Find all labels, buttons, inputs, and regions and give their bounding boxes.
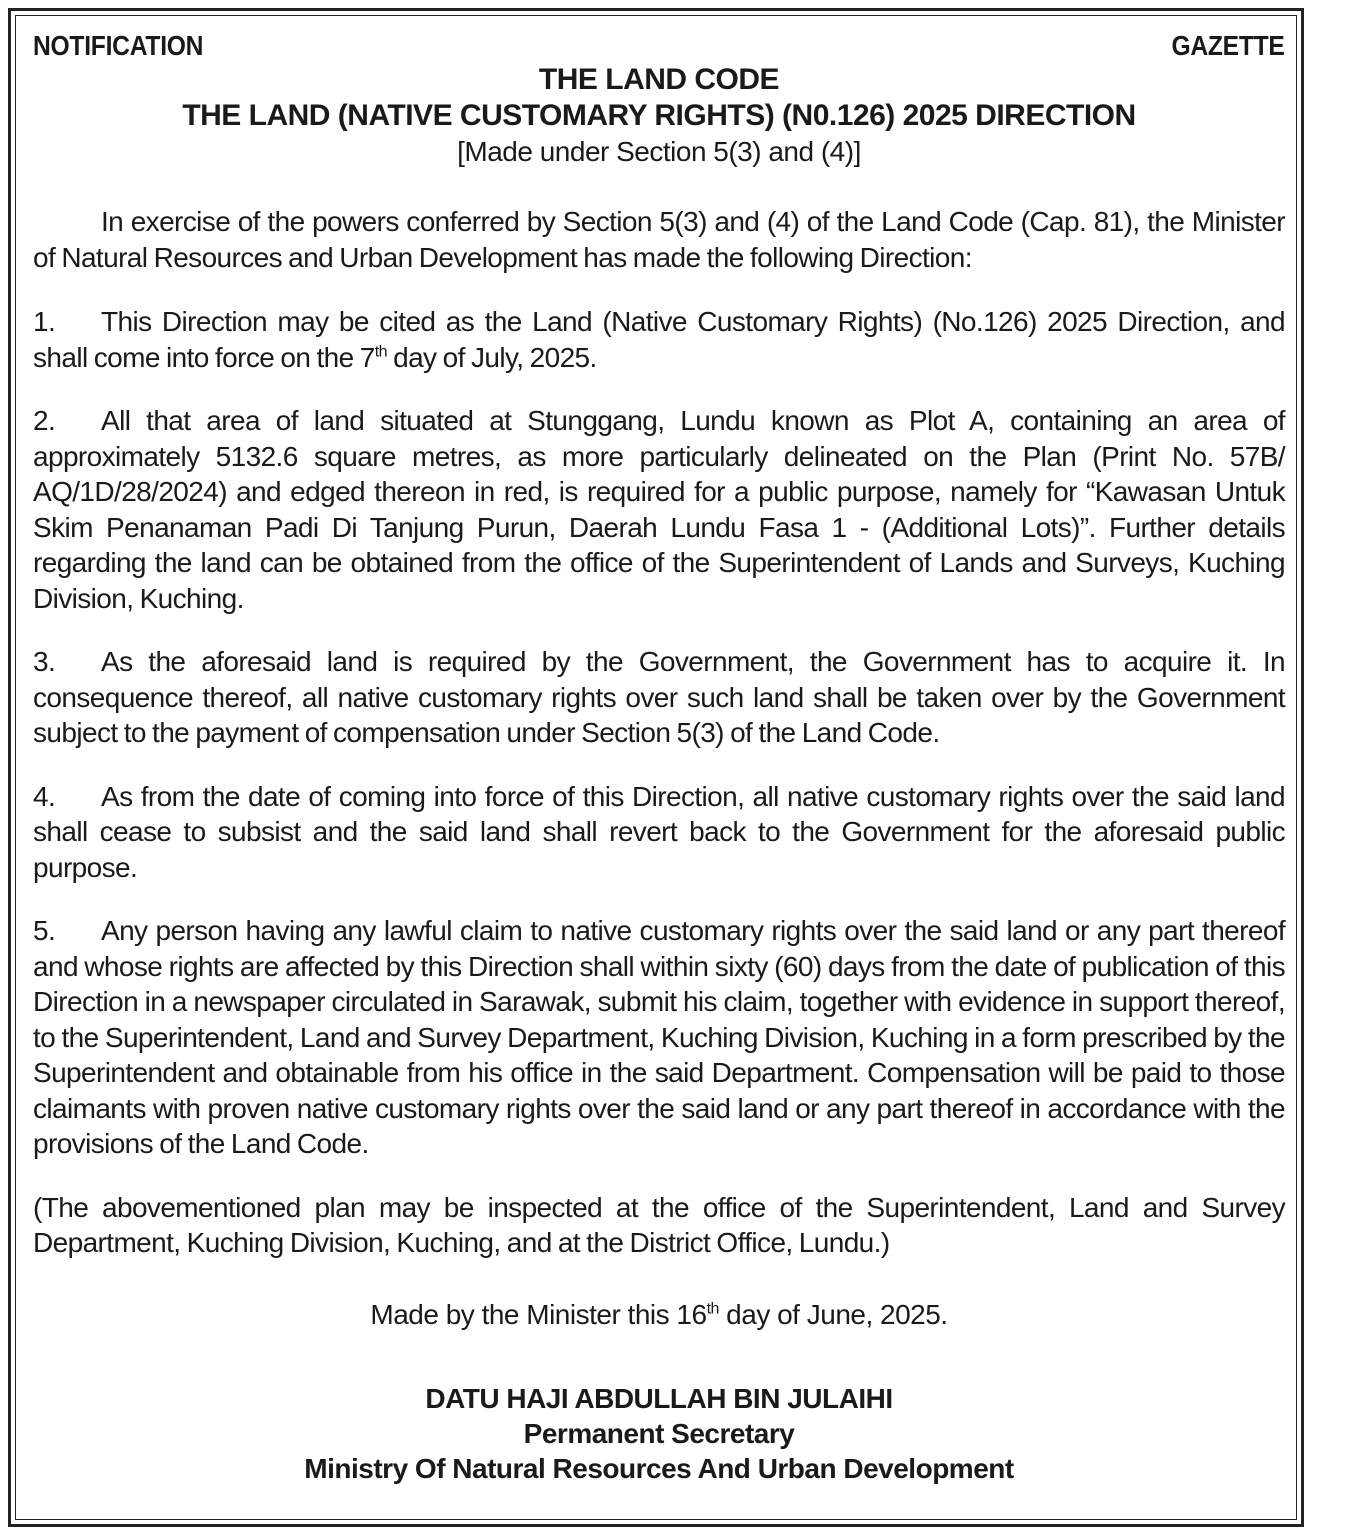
made-under-line: [Made under Section 5(3) and (4)]: [457, 136, 861, 167]
made-by-line: [33, 1297, 1285, 1333]
paragraph-number: 5.: [33, 915, 56, 946]
notice-content: [33, 28, 1285, 1486]
paragraph-text: As from the date of coming into force of this Direction, all native customary rights over the said land shall cease to subsist and the said land shall revert back to the Government for the aforesaid public purpose.: [33, 780, 1285, 883]
paragraph-text: This Direction may be cited as the Land (Native Customary Rights) (No.126) 2025 Direction, and shall come into force on the 7: [33, 306, 1285, 373]
signatory-position: Permanent Secretary: [523, 1417, 795, 1449]
paragraph-2: [33, 403, 1285, 616]
paragraph-text-end: day of July, 2025.: [386, 341, 597, 373]
preamble: In exercise of the powers conferred by Section 5(3) and (4) of the Land Code (Cap. 81), the Minister of Natural Resources and Urban Development has made the following Direction:: [33, 206, 1285, 273]
paragraph-5: [33, 913, 1285, 1162]
notification-label: NOTIFICATION: [33, 30, 204, 61]
made-by-text-end: day of June, 2025.: [718, 1298, 948, 1330]
paragraph-text: As the aforesaid land is required by the Government, the Government has to acquire it. In consequence thereof, all native customary rights over such land shall be taken over by the Government subject to the payment of compensation under Section 5(3) of the Land Code.: [33, 646, 1285, 748]
document-subtitle: THE LAND (NATIVE CUSTOMARY RIGHTS) (N0.126) 2025 DIRECTION: [182, 99, 1136, 132]
paragraph-number: 3.: [33, 646, 56, 677]
top-labels: [33, 28, 1285, 64]
paragraph-number: 2.: [33, 405, 56, 436]
paragraph-text: All that area of land situated at Stunggang, Lundu known as Plot A, containing an area of approximately 5132.6 square metres, as more particularly delineated on the Plan (Print No. 57B/ AQ/1D/28/2024) and edged thereon in red, is required for a public purpose, namely for “Kawasan Untuk Skim Penanaman Padi Di Tanjung Purun, Daerah Lundu Fasa 1 - (Additional Lots)”. Further details regarding the land can be obtained from the office of the Superintendent of Lands and Surveys, Kuching Division, Kuching.: [33, 405, 1285, 614]
paragraph-3: [33, 644, 1285, 751]
made-by-text: Made by the Minister this 16: [370, 1298, 707, 1330]
signatory-name: DATU HAJI ABDULLAH BIN JULAIHI: [425, 1382, 893, 1414]
paragraph-number: 4.: [33, 780, 56, 812]
paragraph-1: [33, 304, 1285, 375]
paragraph-4: [33, 779, 1285, 886]
inspection-note: (The abovementioned plan may be inspected at the office of the Superintendent, Land and Survey Department, Kuching Division, Kuching, and at the District Office, Lundu.): [33, 1191, 1285, 1258]
ordinal-suffix: th: [706, 1300, 719, 1318]
gazette-label: GAZETTE: [1171, 30, 1285, 61]
document-title: THE LAND CODE: [538, 63, 780, 96]
paragraph-number: 1.: [33, 306, 56, 337]
signatory-ministry: Ministry Of Natural Resources And Urban Development: [304, 1452, 1014, 1484]
paragraph-text: Any person having any lawful claim to native customary rights over the said land or any part thereof and whose rights are affected by this Direction shall within sixty (60) days from the date of publication of this Direction in a newspaper circulated in Sarawak, submit his claim, together with evidence in support thereof, to the Superintendent, Land and Survey Department, Kuching Division, Kuching in a form prescribed by the Superintendent and obtainable from his office in the said Department. Compensation will be paid to those claimants with proven native customary rights over the said land or any part thereof in accordance with the provisions of the Land Code.: [33, 915, 1285, 1159]
ordinal-suffix: th: [374, 343, 387, 361]
